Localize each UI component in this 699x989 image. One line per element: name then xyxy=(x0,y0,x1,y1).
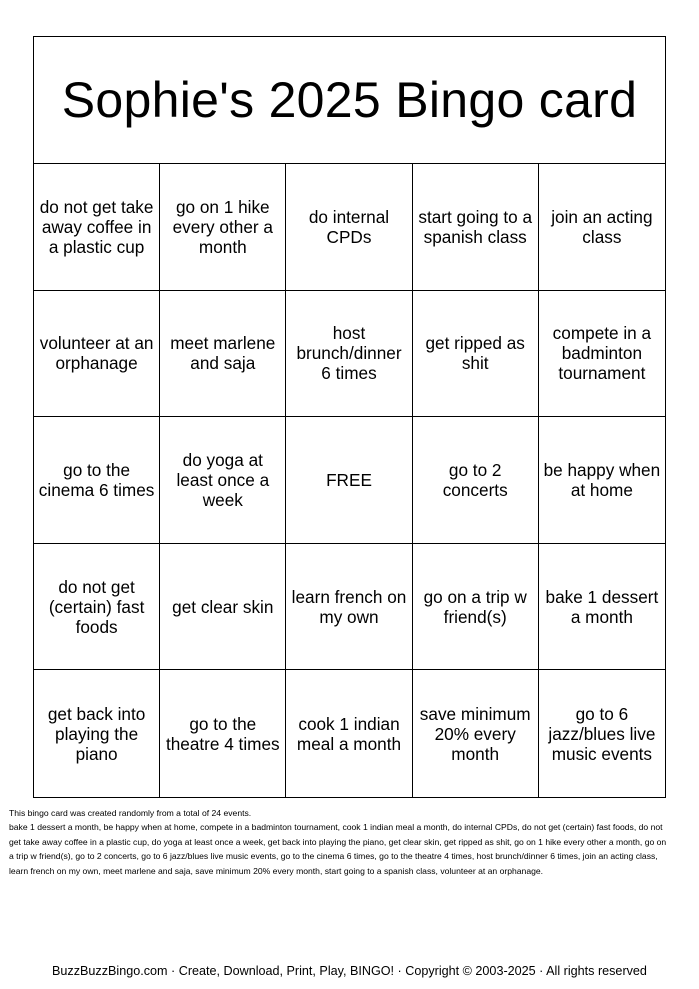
card-footnote xyxy=(9,806,673,878)
bingo-cell: go to the cinema 6 times xyxy=(34,417,160,544)
bingo-cell: volunteer at an orphanage xyxy=(34,291,160,418)
bingo-cell: do internal CPDs xyxy=(286,164,412,291)
bingo-cell: get back into playing the piano xyxy=(34,670,160,797)
bingo-cell: get clear skin xyxy=(160,544,286,671)
bingo-cell: do not get take away coffee in a plastic cup xyxy=(34,164,160,291)
bingo-card xyxy=(33,36,666,798)
footnote-intro: This bingo card was created randomly from a total of 24 events. xyxy=(9,808,252,818)
bingo-grid xyxy=(34,164,665,797)
bingo-cell: be happy when at home xyxy=(539,417,665,544)
bingo-cell: host brunch/dinner 6 times xyxy=(286,291,412,418)
bingo-cell: compete in a badminton tournament xyxy=(539,291,665,418)
bingo-cell: go on a trip w friend(s) xyxy=(413,544,539,671)
bingo-cell: cook 1 indian meal a month xyxy=(286,670,412,797)
bingo-cell: learn french on my own xyxy=(286,544,412,671)
bingo-cell: do not get (certain) fast foods xyxy=(34,544,160,671)
bingo-cell: join an acting class xyxy=(539,164,665,291)
bingo-cell: go to 2 concerts xyxy=(413,417,539,544)
bingo-cell: save minimum 20% every month xyxy=(413,670,539,797)
bingo-cell: go on 1 hike every other a month xyxy=(160,164,286,291)
site-footer: BuzzBuzzBingo.com · Create, Download, Print, Play, BINGO! · Copyright © 2003-2025 · All rights reserved xyxy=(52,964,647,978)
card-title: Sophie's 2025 Bingo card xyxy=(34,37,665,164)
bingo-cell: go to 6 jazz/blues live music events xyxy=(548,703,656,764)
bingo-cell: start going to a spanish class xyxy=(413,164,539,291)
bingo-cell: get ripped as shit xyxy=(413,291,539,418)
bingo-cell: bake 1 dessert a month xyxy=(539,544,665,671)
bingo-cell: meet marlene and saja xyxy=(160,291,286,418)
footnote-events-list: bake 1 dessert a month, be happy when at home, compete in a badminton tournament, cook 1 indian meal a month, do internal CPDs, do not get (certain) fast foods, do not get take away coffee in a plastic cup, do yoga at least once a week, get back into playing the piano, get clear skin, get ripped as shit, go on 1 hike every other a month, go on a trip w friend(s), go to 2 concerts, go to 6 jazz/blues live music events, go to the cinema 6 times, go to the theatre 4 times, host brunch/dinner 6 times, join an acting class, learn french on my own, meet marlene and saja, save minimum 20% every month, start going to a spanish class, volunteer at an orphanage. xyxy=(9,822,667,876)
bingo-cell: go to the theatre 4 times xyxy=(160,670,286,797)
free-space-cell: FREE xyxy=(286,417,412,544)
bingo-cell: do yoga at least once a week xyxy=(160,417,286,544)
